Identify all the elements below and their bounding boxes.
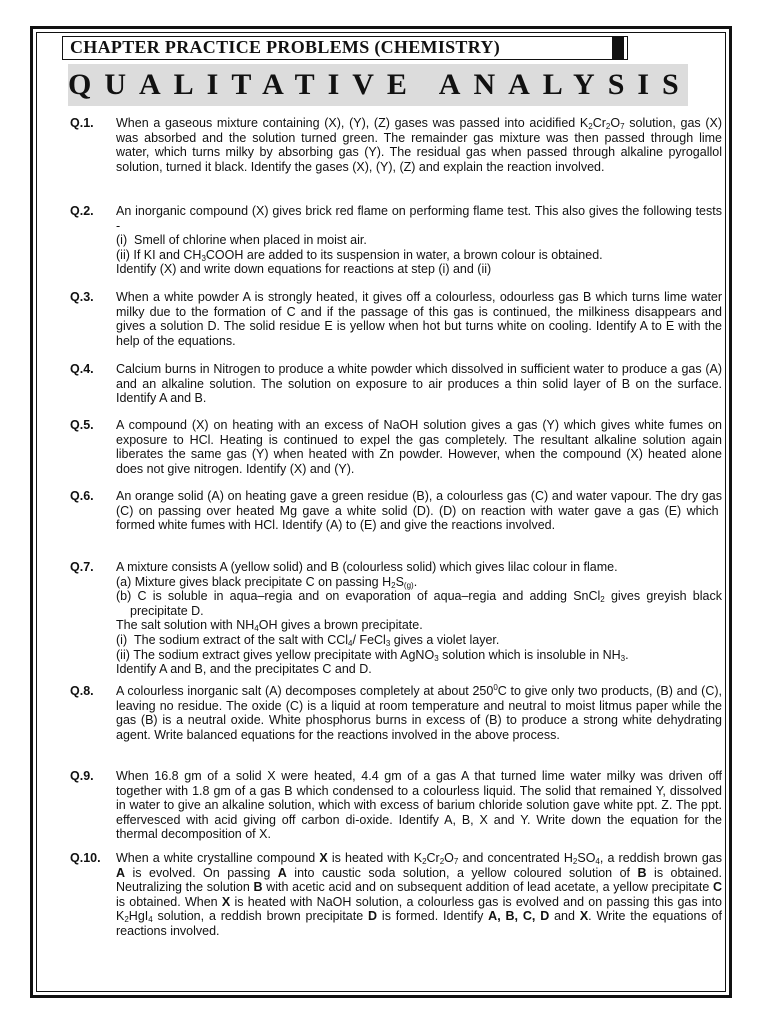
question-paragraph: A mixture consists A (yellow solid) and B (colourless solid) which gives lilac colour in flame. [116, 560, 618, 574]
question-paragraph: When a gaseous mixture containing (X), (Y), (Z) gases was passed into acidified $K_2Cr_2O_7$ solution, gas (X) was absorbed and the solution turned green. The remainder gas mixture was then passed through lime water, which turns milky by absorbing gas (Y). The residual gas when passed through alkaline pyrogallol solution, turned it black. Identify the gases (X), (Y), (Z) and explain the reaction involved. [116, 116, 722, 174]
question-subpart: (a) Mixture gives black precipitate C on passing $H_2S_{(g)}$. [116, 574, 418, 590]
question-paragraph: A colourless inorganic salt (A) decomposes completely at about $250^0C$ to give only two products, (B) and (C), leaving no residue. The oxide (C) is a liquid at room temperature and neutral to moist litmus paper while the gas (B) is a neutral oxide. White phosphorus burns in excess of (B) to produce a strong white dehydrating agent. Write balanced equations for the reactions involved in the above process. [116, 683, 723, 742]
question-number: Q.9. [70, 769, 94, 783]
question-text [116, 560, 722, 677]
question-number: Q.2. [70, 204, 94, 218]
question-number: Q.5. [70, 418, 94, 432]
page-title: QUALITATIVE ANALYSIS [68, 64, 688, 106]
question-number: Q.1. [70, 116, 94, 130]
question-text [116, 418, 722, 476]
question-number: Q.6. [70, 489, 94, 503]
question-subpart: (ii) If KI and $CH_3COOH$ are added to its suspension in water, a brown colour is obtained. [116, 247, 603, 263]
chapter-heading: CHAPTER PRACTICE PROBLEMS (CHEMISTRY) [62, 36, 628, 60]
question-number: Q.3. [70, 290, 94, 304]
question-text [116, 684, 722, 742]
question-paragraph: When a white crystalline compound X is heated with $K_2Cr_2O_7$ and concentrated $H_2SO_4$, a reddish brown gas A is evolved. On passing A into caustic soda solution, a yellow coloured solution of B is obtained. Neutralizing the solution B with acetic acid and on subsequent addition of lead acetate, a yellow precipitate C is obtained. When X is heated with NaOH solution, a colourless gas is evolved and on passing this gas into $K_2HgI_4$ solution, a reddish brown precipitate D is formed. Identify A, B, C, D and X. Write the equations of reactions involved. [116, 851, 723, 938]
question-text [116, 851, 722, 939]
question-text [116, 489, 722, 533]
question-paragraph: Identify A and B, and the precipitates C and D. [116, 662, 372, 677]
question-number: Q.4. [70, 362, 94, 376]
question-text [116, 290, 722, 348]
question-paragraph: The salt solution with $NH_4OH$ gives a brown precipitate. [116, 618, 423, 634]
question-number: Q.10. [70, 851, 101, 865]
question-number: Q.8. [70, 684, 94, 698]
question-text [116, 204, 722, 277]
question-paragraph: When a white powder A is strongly heated, it gives off a colourless, odourless gas B which turns lime water milky due to the formation of C and if the passage of this gas is continued, the milkiness disappears and gives a solution D. The solid residue E is yellow when hot but turns white on cooling. Identify A to E with the help of the equations. [116, 290, 722, 348]
question-subpart: (ii) The sodium extract gives yellow precipitate with AgNO$_3$ solution which is insoluble in $NH_3$. [116, 647, 629, 663]
question-subpart: (i) The sodium extract of the salt with CCl$_4$/ FeCl$_3$ gives a violet layer. [116, 632, 500, 648]
question-paragraph: When 16.8 gm of a solid X were heated, 4.4 gm of a gas A that turned lime water milky was driven off together with 1.8 gm of a gas B which condensed to a colourless liquid. The solid that remained Y, dissolved in water to give an alkaline solution, which with excess of barium chloride solution gave white ppt. Z. The ppt. effervesced with acid giving off carbon di-oxide. Identify A, B, X and Y. Write down the equation for the thermal decomposition of X. [116, 769, 722, 842]
question-text [116, 116, 722, 174]
question-subpart: (b) C is soluble in aqua–regia and on evaporation of aqua–regia and adding SnCl$_2$ gives greyish black precipitate D. [116, 589, 722, 618]
chapter-heading-marker [612, 36, 624, 60]
question-text [116, 362, 722, 406]
question-paragraph: Identify (X) and write down equations for reactions at step (i) and (ii) [116, 262, 492, 277]
question-paragraph: A compound (X) on heating with an excess of NaOH solution gives a gas (Y) which gives white fumes on exposure to HCl. Heating is continued to expel the gas completely. The resultant alkaline solution again liberates the same gas (Y) when heated with Zn powder. However, when the compound (X) heated alone does not give nitrogen. Identify (X) and (Y). [116, 418, 722, 476]
question-paragraph: An inorganic compound (X) gives brick red flame on performing flame test. This also gives the following tests - [116, 204, 722, 233]
question-paragraph: An orange solid (A) on heating gave a green residue (B), a colourless gas (C) and water vapour. The dry gas (C) on passing over heated Mg gave a white solid (D). (D) on reaction with water gave a gas (E) which formed white fumes with HCl. Identify (A) to (E) and give the reactions involved. [116, 489, 722, 533]
question-number: Q.7. [70, 560, 94, 574]
question-subpart: (i) Smell of chlorine when placed in moist air. [116, 233, 367, 248]
question-paragraph: Calcium burns in Nitrogen to produce a white powder which dissolved in sufficient water to produce a gas (A) and an alkaline solution. The solution on exposure to air produces a thin solid layer of B on the surface. Identify A and B. [116, 362, 722, 406]
question-text [116, 769, 722, 842]
